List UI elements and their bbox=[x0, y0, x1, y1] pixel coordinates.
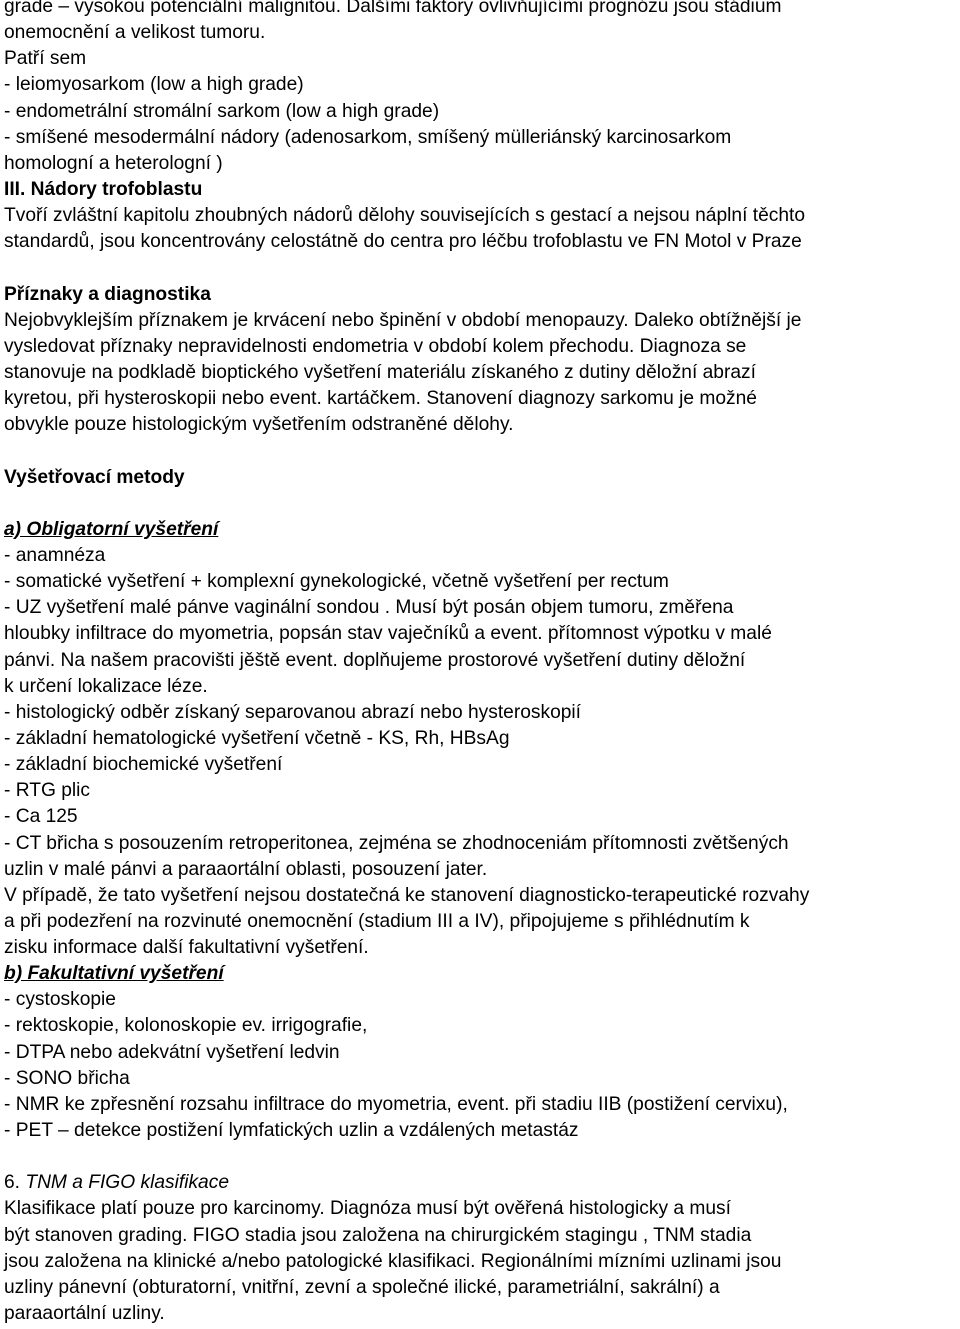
list-item: - anamnéza bbox=[4, 544, 106, 566]
list-item: - SONO břicha bbox=[4, 1067, 130, 1089]
list-item: - UZ vyšetření malé pánve vaginální sondou . Musí být posán objem tumoru, změřena bbox=[4, 597, 734, 619]
text-line: standardů, jsou koncentrovány celostátně do centra pro léčbu trofoblastu ve FN Motol v Praze bbox=[4, 231, 802, 253]
section-number: 6. bbox=[4, 1172, 21, 1194]
text-line: Tvoří zvláštní kapitolu zhoubných nádorů dělohy souvisejících s gestací a nejsou náplní těchto bbox=[4, 205, 806, 227]
trophoblast-section bbox=[4, 177, 956, 255]
list-item: - základní hematologické vyšetření včetně - KS, Rh, HBsAg bbox=[4, 727, 510, 749]
document-page bbox=[4, 0, 956, 1327]
text-line: uzliny pánevní (obturatorní, vnitřní, zevní a společné ilické, parametriální, sakrální) a bbox=[4, 1276, 720, 1298]
list-item: - cystoskopie bbox=[4, 989, 116, 1011]
trophoblast-heading: III. Nádory trofoblastu bbox=[4, 178, 203, 200]
text-line: k určení lokalizace léze. bbox=[4, 675, 208, 697]
spacer bbox=[4, 491, 956, 517]
list-item: - rektoskopie, kolonoskopie ev. irrigografie, bbox=[4, 1015, 368, 1037]
facultative-section bbox=[4, 961, 956, 1144]
text-line: zisku informace další fakultativní vyšetření. bbox=[4, 937, 369, 959]
methods-heading: Vyšetřovací metody bbox=[4, 466, 185, 488]
symptoms-heading: Příznaky a diagnostika bbox=[4, 283, 211, 305]
text-line: Patří sem bbox=[4, 48, 87, 70]
list-item: - somatické vyšetření + komplexní gynekologické, včetně vyšetření per rectum bbox=[4, 571, 669, 593]
tnm-section bbox=[4, 1170, 956, 1327]
tnm-heading bbox=[4, 1170, 956, 1196]
list-item: - endometrální stromální sarkom (low a high grade) bbox=[4, 100, 440, 122]
sarcoma-section bbox=[4, 0, 956, 177]
obligatory-section bbox=[4, 517, 956, 961]
list-item: - smíšené mesodermální nádory (adenosarkom, smíšený mülleriánský karcinosarkom bbox=[4, 126, 732, 148]
list-item: - RTG plic bbox=[4, 780, 90, 802]
text-line: být stanoven grading. FIGO stadia jsou založena na chirurgickém stagingu , TNM stadia bbox=[4, 1224, 752, 1246]
text-line: hloubky infiltrace do myometria, popsán stav vaječníků a event. přítomnost výpotku v malé bbox=[4, 623, 772, 645]
obligatory-heading: a) Obligatorní vyšetření bbox=[4, 518, 219, 540]
text-line: Nejobvyklejším příznakem je krvácení nebo špinění v období menopauzy. Daleko obtížnější je bbox=[4, 309, 802, 331]
list-item: - CT břicha s posouzením retroperitonea, zejména se zhodnoceniám přítomnosti zvětšených bbox=[4, 832, 789, 854]
text-line: uzlin v malé pánvi a paraaortální oblasti, posouzení jater. bbox=[4, 858, 488, 880]
spacer bbox=[4, 255, 956, 281]
text-line: obvykle pouze histologickým vyšetřením odstraněné dělohy. bbox=[4, 414, 514, 436]
text-line: kyretou, při hysteroskopii nebo event. kartáčkem. Stanovení diagnozy sarkomu je možné bbox=[4, 388, 757, 410]
text-line: pánvi. Na našem pracovišti jěště event. doplňujeme prostorové vyšetření dutiny děložní bbox=[4, 649, 746, 671]
text-line: paraaortální uzliny. bbox=[4, 1303, 165, 1325]
text-line: stanovuje na podkladě bioptického vyšetření materiálu získaného z dutiny děložní abrazí bbox=[4, 361, 756, 383]
text-line: Klasifikace platí pouze pro karcinomy. Diagnóza musí být ověřená histologicky a musí bbox=[4, 1198, 731, 1220]
symptoms-section bbox=[4, 282, 956, 439]
text-line: jsou založena na klinické a/nebo patologické klasifikaci. Regionálními mízními uzlinami jsou bbox=[4, 1250, 782, 1272]
text-line: onemocnění a velikost tumoru. bbox=[4, 22, 266, 44]
spacer bbox=[4, 1144, 956, 1170]
text-line: V případě, že tato vyšetření nejsou dostatečná ke stanovení diagnosticko-terapeutické rozvahy bbox=[4, 884, 810, 906]
list-item: - DTPA nebo adekvátní vyšetření ledvin bbox=[4, 1041, 340, 1063]
text-line: vysledovat příznaky nepravidelnosti endometria v období kolem přechodu. Diagnoza se bbox=[4, 335, 747, 357]
section-title: TNM a FIGO klasifikace bbox=[25, 1172, 229, 1194]
text-line: homologní a heterologní ) bbox=[4, 152, 223, 174]
list-item: - histologický odběr získaný separovanou abrazí nebo hysteroskopií bbox=[4, 701, 582, 723]
list-item: - Ca 125 bbox=[4, 806, 78, 828]
facultative-heading: b) Fakultativní vyšetření bbox=[4, 963, 224, 985]
list-item: - základní biochemické vyšetření bbox=[4, 754, 283, 776]
text-line: a při podezření na rozvinuté onemocnění (stadium III a IV), připojujeme s přihlédnutím k bbox=[4, 910, 750, 932]
text-line: grade – vysokou potenciální malignitou. Dalšími faktory ovlivňujícími prognózu jsou stádium bbox=[4, 0, 782, 17]
spacer bbox=[4, 438, 956, 464]
list-item: - NMR ke zpřesnění rozsahu infiltrace do myometria, event. při stadiu IIB (postižení cervixu), bbox=[4, 1093, 788, 1115]
list-item: - PET – detekce postižení lymfatických uzlin a vzdálených metastáz bbox=[4, 1120, 579, 1142]
list-item: - leiomyosarkom (low a high grade) bbox=[4, 74, 304, 96]
